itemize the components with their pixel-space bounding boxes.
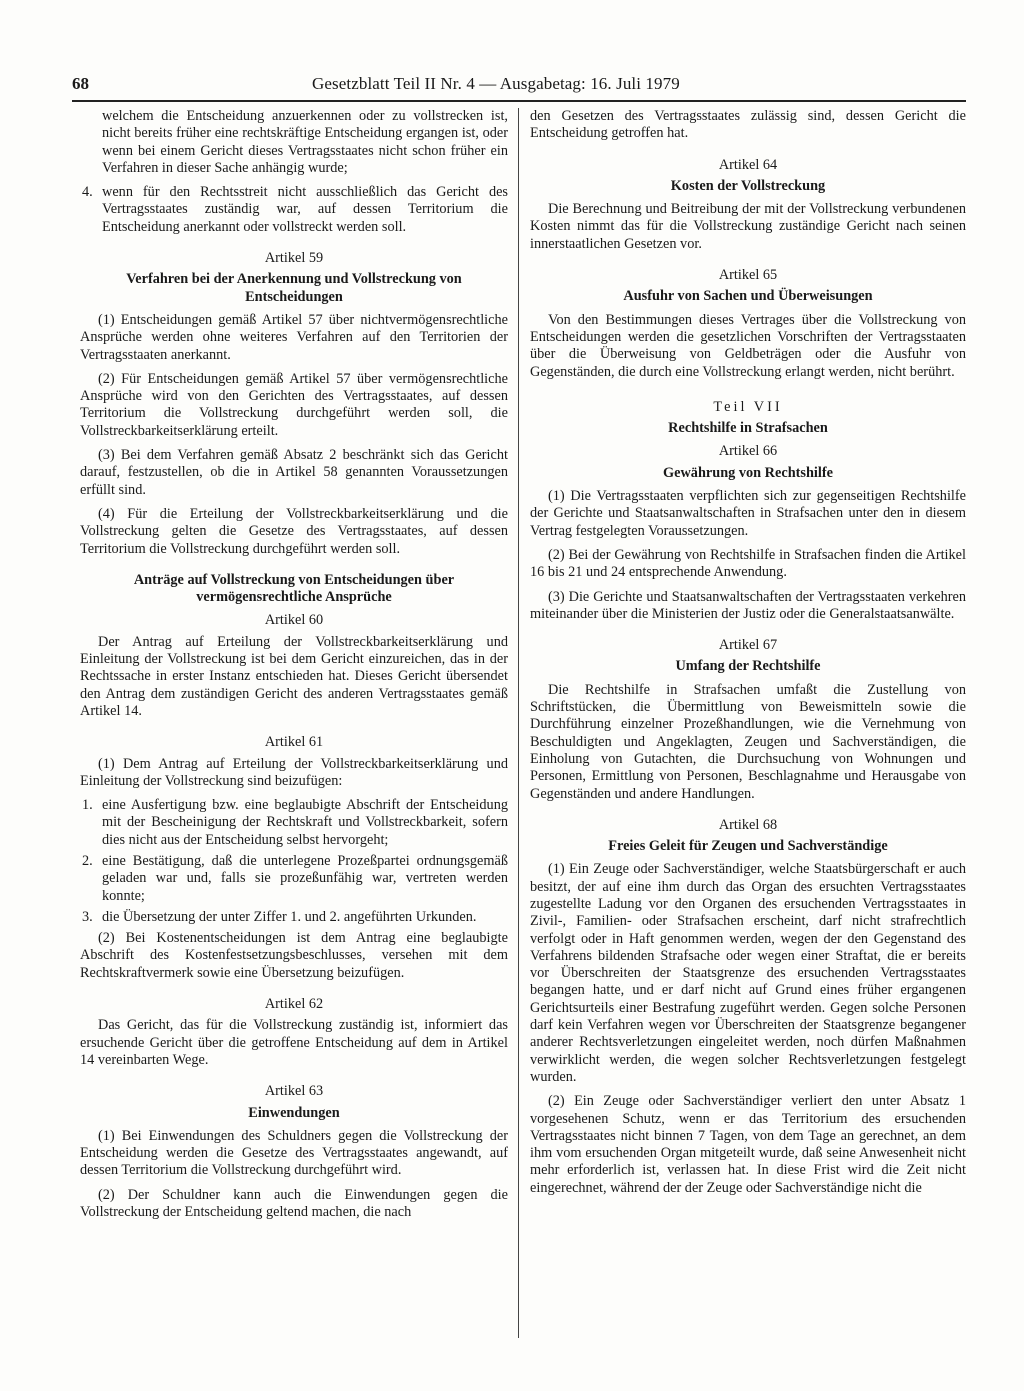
- paragraph: (1) Dem Antrag auf Erteilung der Vollstreckbarkeitserklärung und Einleitung der Vollstreckung sind beizufügen:: [80, 755, 508, 789]
- article-66-title: Gewährung von Rechtshilfe: [663, 464, 833, 481]
- article-68-heading: Artikel 68: [718, 816, 778, 833]
- article-66-heading: Artikel 66: [718, 443, 778, 460]
- paragraph: (1) Ein Zeuge oder Sachverständiger, welche Staatsbürgerschaft er auch besitzt, der auf eine ihm durch das Organ des ersuchten Vertragsstaates zugestellte Ladung vor den Organen des ersuchenden Vertragsstaates in Zivil-, Familien- oder Strafsachen erscheint, darf nicht strafrechtlich verfolgt oder in Haft genommen werden, wegen der den Gegenstand des Verfahrens bildenden Strafsache oder wegen einer Straftat, die er bereits vor Überschreiten der Staatsgrenze des ersuchenden Vertragsstaates begangen hatte, und er darf nicht auf Grund eines früher ergangenen Gerichtsurteils einer Bestrafung zugeführt werden. Gegen solche Personen darf kein Verfahren wegen vor Überschreiten der Staatsgrenze begangener anderer Rechtsverletzungen eingeleitet werden, noch dürfen Maßnahmen verwirklicht werden, die wegen solcher Rechtsverletzungen festgelegt wurden.: [530, 861, 966, 1085]
- list-item-text: die Übersetzung der unter Ziffer 1. und 2. angeführten Urkunden.: [102, 908, 477, 925]
- list-item-number: 3.: [82, 908, 93, 925]
- page-number: 68: [72, 74, 89, 93]
- list-item-text: eine Bestätigung, daß die unterlegene Prozeßpartei ordnungsgemäß geladen war und, falls sie prozeßunfähig war, vertreten werden konnte;: [102, 852, 508, 904]
- paragraph: (1) Entscheidungen gemäß Artikel 57 über nichtvermögensrechtliche Ansprüche werden ohne weiteres Verfahren auf den Territorien der Vertragsstaaten anerkannt.: [80, 311, 508, 363]
- list-item: [80, 909, 508, 926]
- paragraph: (3) Bei dem Verfahren gemäß Absatz 2 beschränkt sich das Gericht darauf, festzustellen, ob die in Artikel 58 genannten Voraussetzungen erfüllt sind.: [80, 447, 508, 498]
- paragraph: (2) Der Schuldner kann auch die Einwendungen gegen die Vollstreckung der Entscheidung geltend machen, die nach: [80, 1186, 508, 1221]
- article-67-title: Umfang der Rechtshilfe: [675, 658, 821, 675]
- list-item-number: 4.: [82, 184, 93, 201]
- list-item-number: 2.: [82, 852, 93, 869]
- header-rule: [72, 100, 966, 102]
- article-65-title: Ausfuhr von Sachen und Überweisungen: [623, 288, 873, 305]
- paragraph: (2) Bei Kostenentscheidungen ist dem Antrag eine beglaubigte Abschrift des Kostenfestsetzungsbeschlusses, versehen mit dem Rechtskraftvermerk sowie eine Übersetzung beizufügen.: [80, 930, 508, 981]
- paragraph: Die Rechtshilfe in Strafsachen umfaßt die Zustellung von Schriftstücken, die Übermittlung von Beweismitteln sowie die Durchführung einzelner Prozeßhandlungen, wie die Vernehmung von Beschuldigten und Angeklagten, Zeugen und Sachverständigen, die Einholung von Gutachten, die Durchsuchung von Wohnungen und Personen, Ermittlung von Personen, Beschlagnahme und Herausgabe von Gegenständen und andere Handlungen.: [530, 681, 966, 802]
- gazette-title: Gesetzblatt Teil II Nr. 4 — Ausgabetag: 16. Juli 1979: [312, 74, 680, 93]
- list-item-text: eine Ausfertigung bzw. eine beglaubigte Abschrift der Entscheidung mit der Bescheinigung der Rechtskraft und Vollstreckbarkeit, sofern dies nicht aus der Entscheidung selbst hervorgeht;: [102, 797, 508, 848]
- article-64-title: Kosten der Vollstreckung: [670, 177, 826, 194]
- paragraph: (2) Bei der Gewährung von Rechtshilfe in Strafsachen finden die Artikel 16 bis 21 und 24 entsprechende Anwendung.: [530, 546, 966, 581]
- paragraph: Von den Bestimmungen dieses Vertrages über die Vollstreckung von Entscheidungen werden die gesetzlichen Vorschriften der Vertragsstaaten über die Überweisung von Geldbeträgen oder die Ausfuhr von Gegenständen, die durch eine Vollstreckung erlangt werden, nicht berührt.: [530, 311, 966, 380]
- article-59-title: Verfahren bei der Anerkennung und Vollstreckung von Entscheidungen: [126, 271, 462, 305]
- continued-paragraph: welchem die Entscheidung anzuerkennen oder zu vollstrecken ist, nicht bereits früher eine rechtskräftige Entscheidung ergangen ist, oder wenn bei einem Gericht dieses Vertragsstaates nicht schon früher ein Verfahren in dieser Sache anhängig wurde;: [102, 108, 508, 176]
- section-title: Anträge auf Vollstreckung von Entscheidungen über vermögensrechtliche Ansprüche: [133, 571, 455, 606]
- article-60-heading: Artikel 60: [264, 612, 324, 629]
- paragraph: (1) Bei Einwendungen des Schuldners gegen die Vollstreckung der Entscheidung werden die Gesetze des Vertragsstaates angewandt, auf dessen Territorium die Vollstreckung durchgeführt wird.: [80, 1127, 508, 1179]
- paragraph: Der Antrag auf Erteilung der Vollstreckbarkeitserklärung und Einleitung der Vollstreckung ist bei dem Gericht einzureichen, das in der Rechtssache in erster Instanz entschieden hat. Dieses Gericht übersendet den Antrag dem zuständigen Gericht des anderen Vertragsstaates gemäß Artikel 14.: [80, 633, 508, 719]
- paragraph: (4) Für die Erteilung der Vollstreckbarkeitserklärung und die Vollstreckung gelten die Gesetze des Vertragsstaates, auf dessen Territorium die Vollstreckung durchgeführt werden soll.: [80, 505, 508, 557]
- article-59-heading: Artikel 59: [264, 250, 324, 267]
- right-column: [530, 108, 966, 1348]
- page-header: [72, 74, 966, 98]
- article-67-heading: Artikel 67: [718, 637, 778, 654]
- article-65-heading: Artikel 65: [718, 267, 778, 284]
- article-62-heading: Artikel 62: [264, 996, 324, 1013]
- part-heading: Teil VII: [713, 398, 783, 415]
- list-item-text: wenn für den Rechtsstreit nicht ausschließlich das Gericht des Vertragsstaates zuständig war, auf dessen Territorium die Entscheidung anerkannt oder vollstreckt werden soll.: [102, 184, 508, 235]
- continued-paragraph: den Gesetzen des Vertragsstaates zulässig sind, dessen Gericht die Entscheidung getroffen hat.: [530, 108, 966, 142]
- paragraph: (2) Ein Zeuge oder Sachverständiger verliert den unter Absatz 1 vorgesehenen Schutz, wenn er das Territorium des ersuchenden Vertragsstaates nicht binnen 7 Tagen, von dem Tage an gerechnet, an dem ihm vom ersuchenden Organ mitgeteilt wurde, daß seine Anwesenheit nicht mehr erforderlich ist, verlassen hat. In diese Frist wird die Zeit nicht eingerechnet, während der der Zeuge oder Sachverständige nicht die: [530, 1093, 966, 1196]
- column-divider: [518, 108, 519, 1338]
- list-item: [80, 797, 508, 849]
- article-61-heading: Artikel 61: [264, 734, 324, 751]
- list-item: [80, 853, 508, 905]
- article-64-heading: Artikel 64: [718, 156, 778, 173]
- paragraph: (2) Für Entscheidungen gemäß Artikel 57 über vermögensrechtliche Ansprüche wird von den Gerichten des Vertragsstaates, auf dessen Territorium die Vollstreckung durchgeführt werden soll, die Vollstreckbarkeitserklärung erteilt.: [80, 370, 508, 439]
- paragraph: (1) Die Vertragsstaaten verpflichten sich zur gegenseitigen Rechtshilfe der Gerichte und Staatsanwaltschaften in Strafsachen unter den in diesem Vertrag festgelegten Voraussetzungen.: [530, 488, 966, 539]
- part-title: Rechtshilfe in Strafsachen: [668, 420, 828, 437]
- article-63-title: Einwendungen: [248, 1104, 340, 1121]
- left-column: [80, 108, 508, 1348]
- paragraph: Die Berechnung und Beitreibung der mit der Vollstreckung verbundenen Kosten nimmt das für die Vollstreckung zuständige Gericht nach seinen innerstaatlichen Gesetzen vor.: [530, 201, 966, 252]
- list-item: [80, 184, 508, 236]
- paragraph: Das Gericht, das für die Vollstreckung zuständig ist, informiert das ersuchende Gericht über die getroffene Entscheidung auf dem in Artikel 14 vereinbarten Wege.: [80, 1017, 508, 1068]
- article-63-heading: Artikel 63: [264, 1083, 324, 1100]
- list-item-number: 1.: [82, 797, 93, 814]
- paragraph: (3) Die Gerichte und Staatsanwaltschaften der Vertragsstaaten verkehren miteinander über die Ministerien der Justiz oder die Generalstaatsanwälte.: [530, 588, 966, 622]
- article-68-title: Freies Geleit für Zeugen und Sachverständige: [608, 838, 888, 855]
